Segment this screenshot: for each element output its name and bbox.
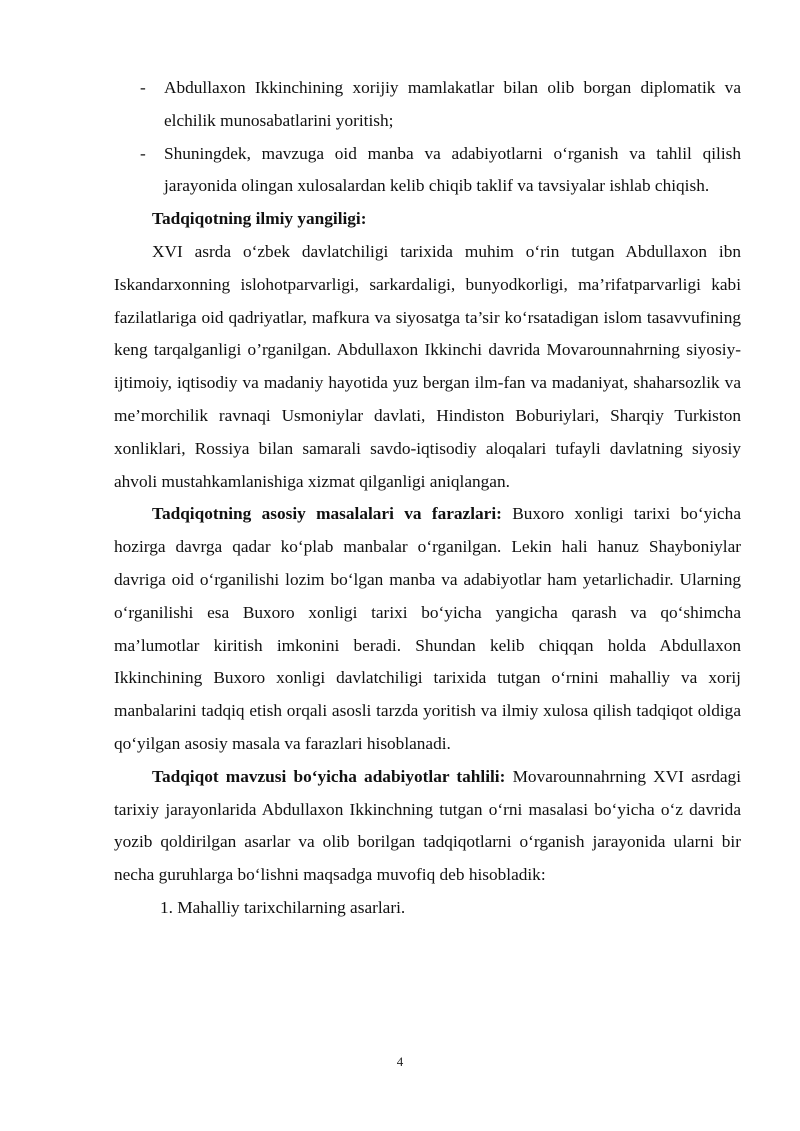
literature-paragraph [114,761,741,892]
tasks-text: Buxoro xonligi tarixi bo‘yicha hozirga davrga qadar ko‘plab manbalar o‘rganilgan. Lekin hali hanuz Shayboniylar davriga oid o‘rganilishi lozim bo‘lgan manba va adabiyotlar ham yetarlichadir. Ularning o‘rganilishi esa Buxoro xonligi tarixi bo‘yicha yangicha qarash va qo‘shimcha ma’lumotlar kiritish imkonini beradi. Shundan kelib chiqqan holda Abdullaxon Ikkinchining Buxoro xonligi davlatchiligi tarixida tutgan o‘rnini mahalliy va xorij manbalarini tadqiq etish orqali asosli tarzda yoritish va ilmiy xulosa qilish tadqiqot oldiga qo‘yilgan asosiy masala va farazlari hisoblanadi. [114,504,741,753]
novelty-heading: Tadqiqotning ilmiy yangiligi: [152,209,367,229]
bullet-marker: - [140,143,146,163]
literature-heading: Tadqiqot mavzusi bo‘yicha adabiyotlar tahlili: [152,766,506,786]
bullet-text: Abdullaxon Ikkinchining xorijiy mamlakatlar bilan olib borgan diplomatik va elchilik munosabatlarini yoritish; [164,78,741,130]
page-number: 4 [396,1054,404,1069]
bullet-marker: - [140,78,146,97]
tasks-paragraph [114,498,741,760]
numbered-item: 1. Mahalliy tarixchilarning asarlari. [160,897,406,917]
bullet-text: Shuningdek, mavzuga oid manba va adabiyotlarni o‘rganish va tahlil qilish jarayonida olingan xulosalardan kelib chiqib taklif va tavsiyalar ishlab chiqish. [164,143,741,196]
literature-text: Movarounnahrning XVI asrdagi tarixiy jarayonlarida Abdullaxon Ikkinchning tutgan o‘rni masalasi bo‘yicha o‘z davrida yozib qoldirilgan asarlar va olib borilgan tadqiqotlarni o‘rganish jarayonida ularni bir necha guruhlarga bo‘lishni maqsadga muvofiq deb hisobladik: [114,766,741,885]
novelty-paragraph: XVI asrda o‘zbek davlatchiligi tarixida muhim o‘rin tutgan Abdullaxon ibn Iskandarxonning islohotparvarligi, sarkardaligi, bunyodkorligi, ma’rifatparvarligi kabi fazilatlariga oid qadriyatlar, mafkura va siyosatga ta’sir ko‘rsatadigan islom tasavvufining keng tarqalganligi o’rganilgan. Abdullaxon Ikkinchi davrida Movarounnahrning siyosiy-ijtimoiy, iqtisodiy va madaniy hayotida yuz bergan ilm-fan va madaniyat, shaharsozlik va me’morchilik ravnaqi Usmoniylar davlati, Hindiston Boburiylari, Sharqiy Turkiston xonliklari, Rossiya bilan samarali savdo-iqtisodiy aloqalari tufayli davlatning siyosiy ahvoli mustahkamlanishiga xizmat qilganligi aniqlangan. [114,241,741,491]
bullet-item [114,138,741,204]
tasks-heading: Tadqiqotning asosiy masalalari va farazlari: [152,504,502,524]
page-content [114,72,741,925]
bullet-item [114,72,741,138]
